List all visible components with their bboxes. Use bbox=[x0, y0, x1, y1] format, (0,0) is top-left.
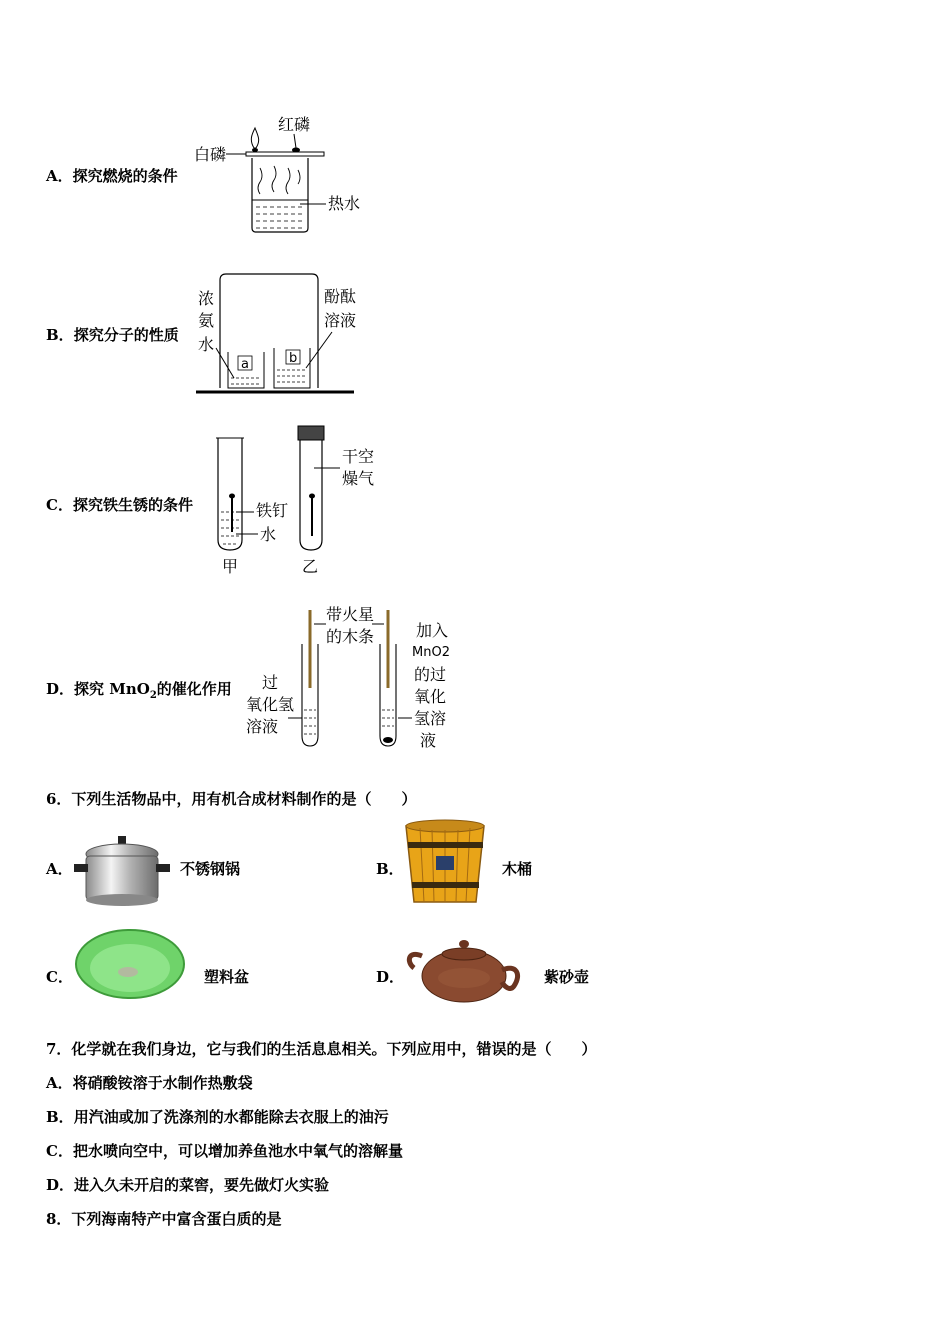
mno2-label-6: 液 bbox=[420, 731, 437, 750]
molecule-figure bbox=[194, 270, 374, 400]
option-d bbox=[46, 678, 232, 701]
option-text: 的催化作用 bbox=[156, 680, 232, 698]
rusting-figure bbox=[210, 424, 390, 579]
q6-option-d-text: 紫砂壶 bbox=[544, 968, 590, 986]
option-letter: D． bbox=[46, 1176, 75, 1194]
question-7-stem: 7．化学就在我们身边，它与我们的生活息息相关。下列应用中，错误的是（ ） bbox=[46, 1040, 597, 1058]
wooden-bucket-image bbox=[402, 818, 488, 908]
dry-air-label-2: 燥气 bbox=[342, 469, 375, 488]
option-text: 将硝酸铵溶于水制作热敷袋 bbox=[72, 1074, 253, 1092]
red-phosphorus-label: 红磷 bbox=[278, 115, 311, 134]
ammonia-label-2: 氨 bbox=[198, 311, 215, 330]
dry-air-label-1: 干空 bbox=[342, 447, 375, 466]
q7-option-b bbox=[46, 1106, 389, 1127]
mno2-label-1: 加入 bbox=[416, 621, 449, 640]
option-text: 进入久未开启的菜窖，要先做灯火实验 bbox=[74, 1176, 330, 1194]
option-letter: C． bbox=[46, 496, 73, 514]
option-letter: B． bbox=[46, 326, 74, 344]
plastic-basin-image bbox=[74, 926, 186, 1006]
option-text: 探究分子的性质 bbox=[73, 326, 179, 344]
ammonia-label-1: 浓 bbox=[198, 289, 215, 308]
tube-yi-label: 乙 bbox=[302, 557, 319, 576]
q6-option-c-text: 塑料盆 bbox=[204, 968, 250, 986]
stick-label-1: 带火星 bbox=[326, 605, 375, 624]
option-text: 探究燃烧的条件 bbox=[72, 167, 178, 185]
question-8-stem: 8．下列海南特产中富含蛋白质的是 bbox=[46, 1210, 282, 1228]
ammonia-label-3: 水 bbox=[198, 335, 215, 354]
phenolphthalein-label-1: 酚酞 bbox=[324, 287, 357, 306]
q7-option-d bbox=[46, 1174, 329, 1195]
stainless-pot-image bbox=[74, 832, 170, 908]
question-6-stem: 6．下列生活物品中，用有机合成材料制作的是（ ） bbox=[46, 790, 417, 808]
option-letter: A． bbox=[46, 1074, 73, 1092]
h2o2-label-3: 溶液 bbox=[246, 717, 279, 736]
phenolphthalein-label-2: 溶液 bbox=[324, 311, 357, 330]
q6-option-a-text: 不锈钢锅 bbox=[180, 860, 241, 878]
option-letter: C． bbox=[46, 1142, 73, 1160]
beaker-a-label: a bbox=[241, 357, 249, 372]
h2o2-label-1: 过 bbox=[262, 673, 279, 692]
hot-water-label: 热水 bbox=[328, 194, 361, 213]
option-text: 探究铁生锈的条件 bbox=[72, 496, 193, 514]
mno2-label-5: 氢溶 bbox=[414, 709, 447, 728]
q7-option-a bbox=[46, 1072, 253, 1093]
option-text: 探究 MnO bbox=[74, 680, 150, 698]
option-text: 把水喷向空中，可以增加养鱼池水中氧气的溶解量 bbox=[72, 1142, 403, 1160]
q6-option-a-letter: A． bbox=[46, 860, 73, 878]
tube-jia-label: 甲 bbox=[222, 557, 239, 576]
subscript: 2 bbox=[149, 690, 157, 701]
nail-label: 铁钉 bbox=[256, 501, 289, 520]
h2o2-label-2: 氧化氢 bbox=[246, 695, 295, 714]
stick-label-2: 的木条 bbox=[326, 627, 375, 646]
q7-option-c bbox=[46, 1140, 403, 1161]
mno2-label-4: 氧化 bbox=[414, 687, 447, 706]
option-b bbox=[46, 324, 179, 345]
beaker-b-label: b bbox=[289, 351, 298, 366]
option-text: 用汽油或加了洗涤剂的水都能除去衣服上的油污 bbox=[73, 1108, 389, 1126]
mno2-label-3: 的过 bbox=[414, 665, 447, 684]
option-letter: B． bbox=[46, 1108, 74, 1126]
option-a bbox=[46, 165, 178, 186]
zisha-teapot-image bbox=[404, 932, 524, 1006]
white-phosphorus-label: 白磷 bbox=[194, 145, 227, 164]
option-letter: A． bbox=[46, 167, 73, 185]
catalysis-figure bbox=[244, 600, 464, 755]
q6-option-c-letter: C． bbox=[46, 968, 73, 986]
mno2-label-2: MnO2 bbox=[412, 645, 450, 660]
water-label: 水 bbox=[260, 525, 277, 544]
combustion-figure bbox=[190, 108, 370, 238]
q6-option-b-letter: B． bbox=[376, 860, 404, 878]
option-letter: D． bbox=[46, 680, 75, 698]
q6-option-d-letter: D． bbox=[376, 968, 405, 986]
option-c bbox=[46, 494, 193, 515]
q6-option-b-text: 木桶 bbox=[502, 860, 533, 878]
